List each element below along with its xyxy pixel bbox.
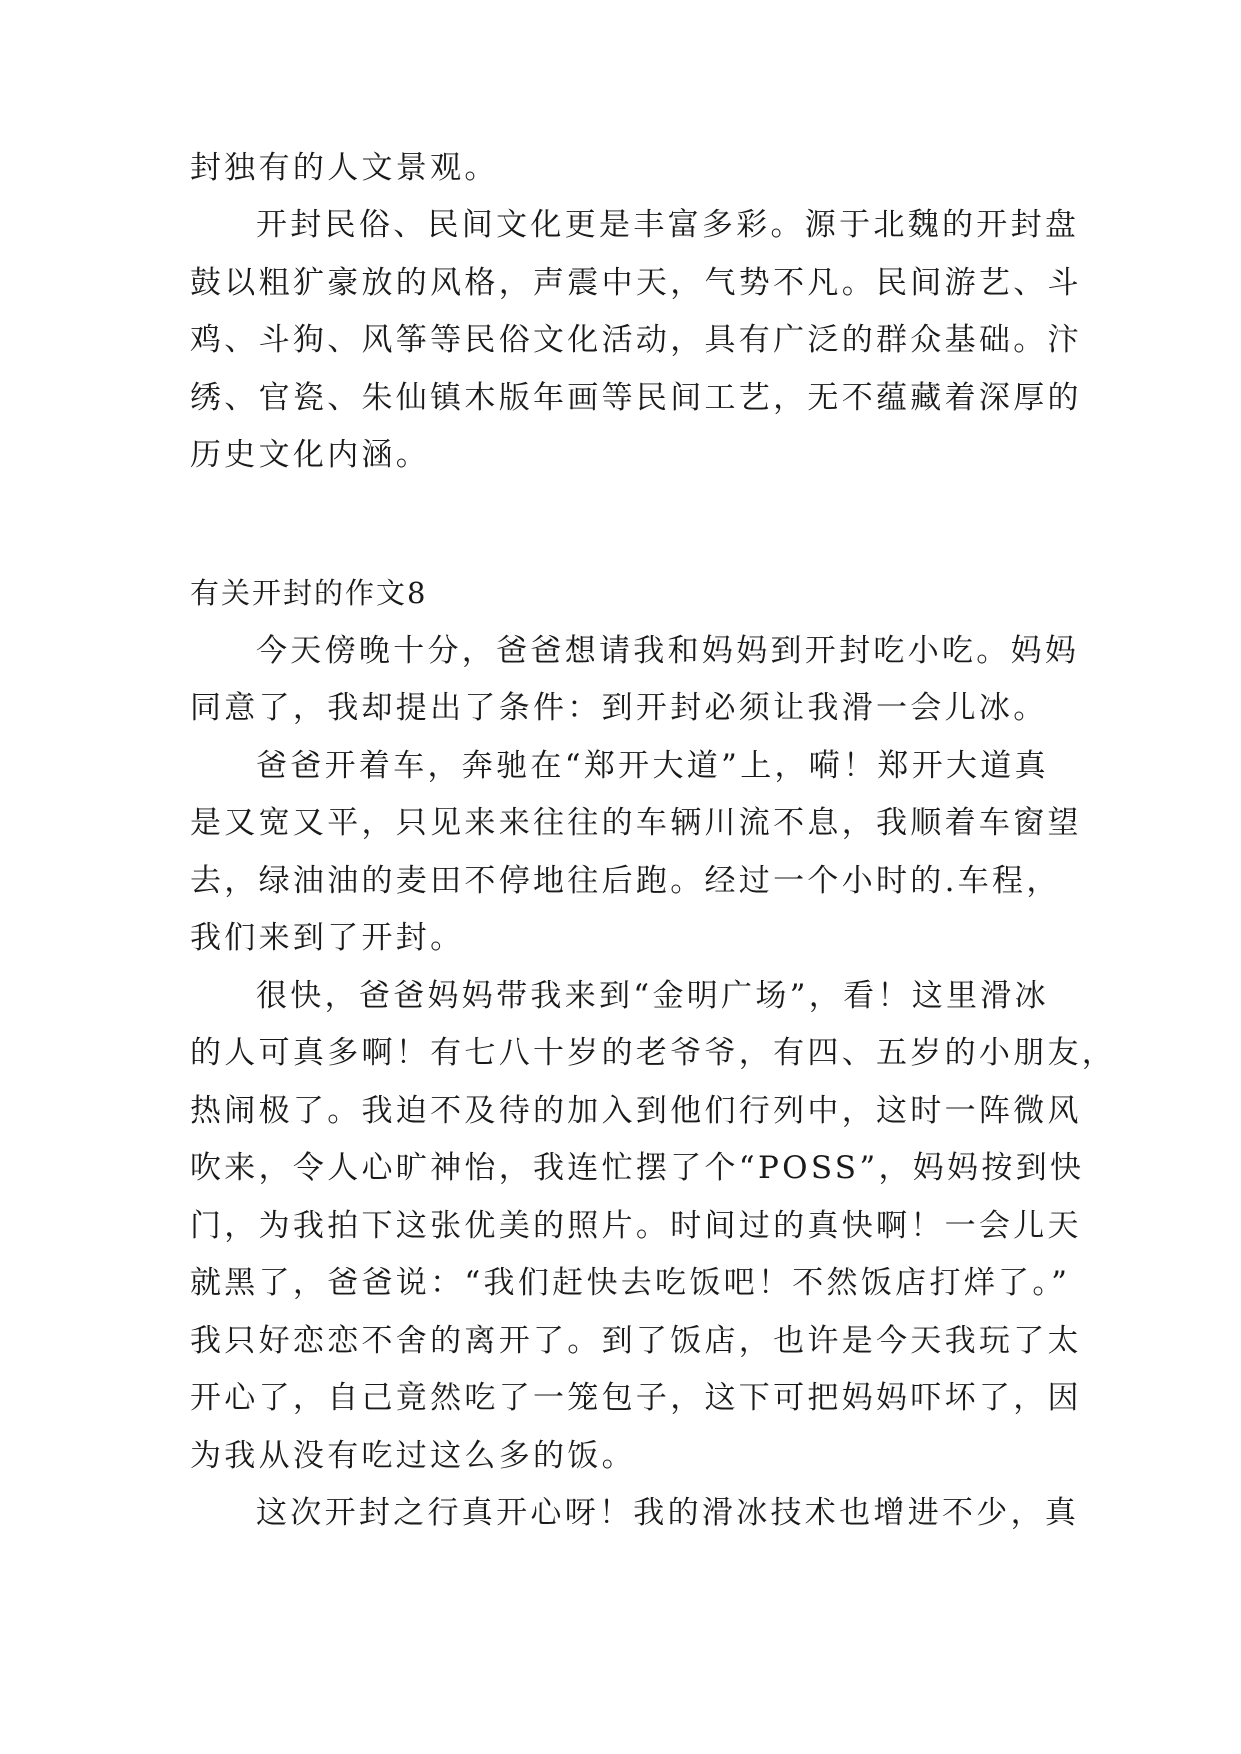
paragraph-line: 鸡、斗狗、风筝等民俗文化活动，具有广泛的群众基础。汴 xyxy=(190,322,1082,358)
paragraph-line: 吹来，令人心旷神怡，我连忙摆了个“POSS”，妈妈按到快 xyxy=(190,1150,1085,1186)
paragraph-line: 历史文化内涵。 xyxy=(190,437,431,473)
paragraph-line: 热闹极了。我迫不及待的加入到他们行列中，这时一阵微风 xyxy=(190,1093,1082,1129)
paragraph-line: 爸爸开着车，奔驰在“郑开大道”上，嗬！郑开大道真 xyxy=(256,748,1049,784)
paragraph-line: 门，为我拍下这张优美的照片。时间过的真快啊！一会儿天 xyxy=(190,1208,1082,1244)
paragraph-line: 就黑了，爸爸说：“我们赶快去吃饭吧！不然饭店打烊了。” xyxy=(190,1265,1071,1301)
paragraph-line: 鼓以粗犷豪放的风格，声震中天，气势不凡。民间游艺、斗 xyxy=(190,265,1082,301)
paragraph-line: 的人可真多啊！有七八十岁的老爷爷，有四、五岁的小朋友， xyxy=(190,1035,1117,1071)
paragraph-line: 我们来到了开封。 xyxy=(190,920,465,956)
paragraph-line: 很快，爸爸妈妈带我来到“金明广场”，看！这里滑冰 xyxy=(256,978,1049,1014)
paragraph-line: 我只好恋恋不舍的离开了。到了饭店，也许是今天我玩了太 xyxy=(190,1323,1082,1359)
paragraph-line: 同意了，我却提出了条件：到开封必须让我滑一会儿冰。 xyxy=(190,690,1048,726)
paragraph-line: 去，绿油油的麦田不停地往后跑。经过一个小时的.车程， xyxy=(190,863,1061,899)
paragraph-line: 开心了，自己竟然吃了一笼包子，这下可把妈妈吓坏了，因 xyxy=(190,1380,1082,1416)
essay-title: 有关开封的作文8 xyxy=(190,576,428,610)
paragraph-line: 是又宽又平，只见来来往往的车辆川流不息，我顺着车窗望 xyxy=(190,805,1082,841)
paragraph-continuation: 封独有的人文景观。 xyxy=(190,150,499,186)
paragraph-line: 这次开封之行真开心呀！我的滑冰技术也增进不少，真 xyxy=(256,1495,1080,1531)
paragraph-line: 为我从没有吃过这么多的饭。 xyxy=(190,1438,636,1474)
paragraph-line: 绣、官瓷、朱仙镇木版年画等民间工艺，无不蕴藏着深厚的 xyxy=(190,380,1082,416)
paragraph-line: 今天傍晚十分，爸爸想请我和妈妈到开封吃小吃。妈妈 xyxy=(256,633,1080,669)
paragraph-line: 开封民俗、民间文化更是丰富多彩。源于北魏的开封盘 xyxy=(256,207,1080,243)
